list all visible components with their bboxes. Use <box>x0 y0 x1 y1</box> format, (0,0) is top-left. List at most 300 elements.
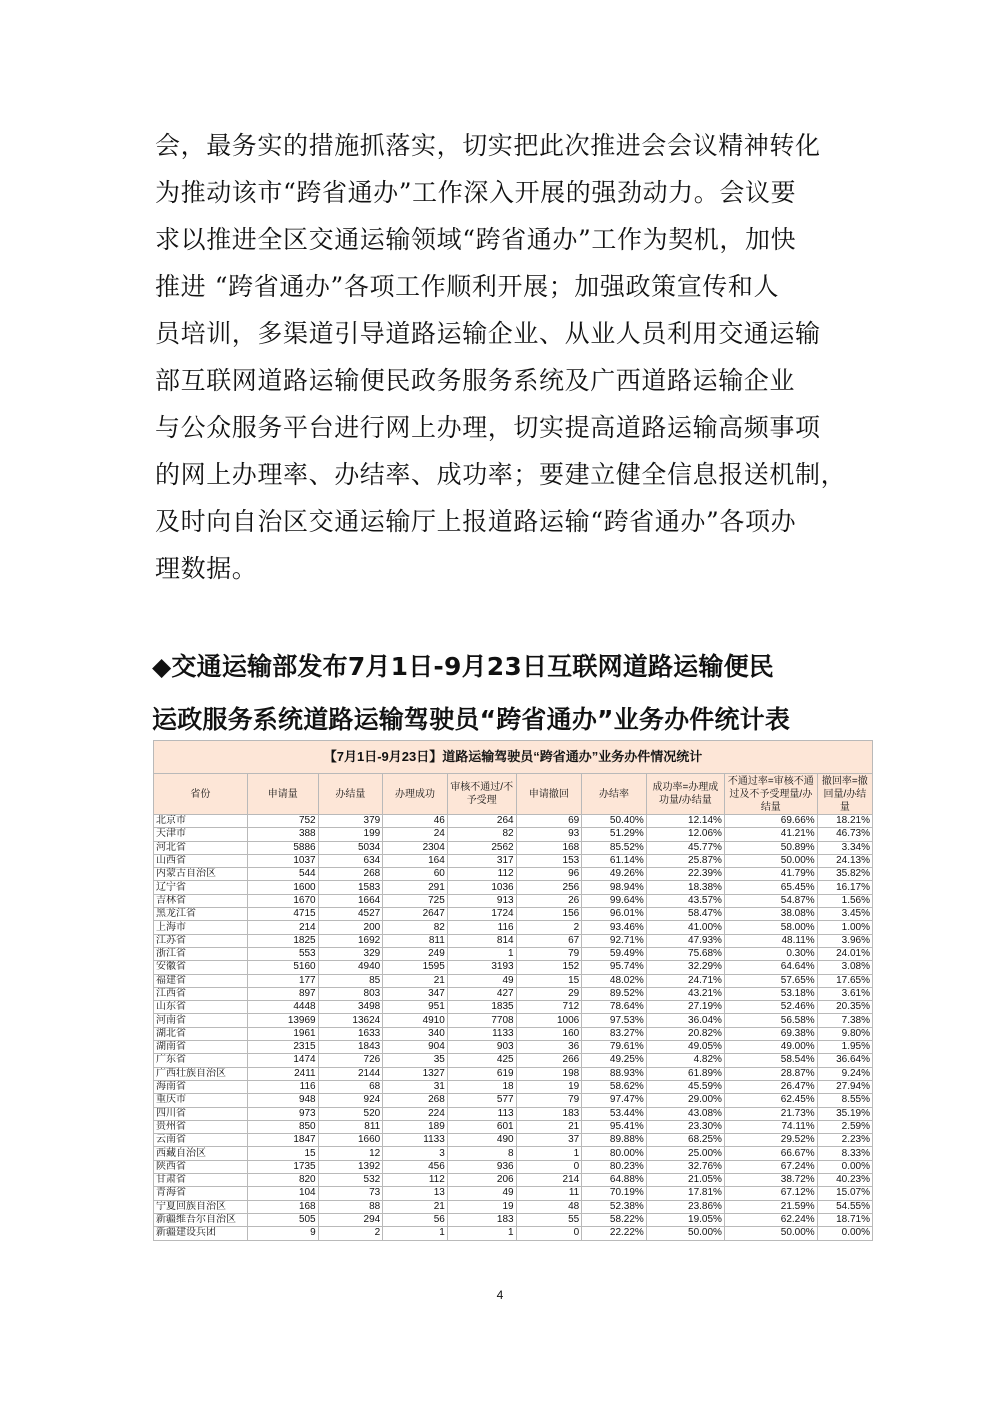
value-cell: 97.53% <box>582 1014 647 1027</box>
value-cell: 22.39% <box>646 868 724 881</box>
table-row <box>154 854 873 867</box>
value-cell: 3498 <box>318 1001 383 1014</box>
value-cell: 38.72% <box>724 1174 817 1187</box>
value-cell: 62.24% <box>724 1213 817 1226</box>
value-cell: 948 <box>247 1094 318 1107</box>
value-cell: 1583 <box>318 881 383 894</box>
value-cell: 347 <box>383 987 448 1000</box>
table-row <box>154 921 873 934</box>
province-cell: 黑龙江省 <box>154 908 248 921</box>
value-cell: 340 <box>383 1027 448 1040</box>
table-row <box>154 1067 873 1080</box>
value-cell: 3.34% <box>817 841 872 854</box>
value-cell: 112 <box>383 1174 448 1187</box>
value-cell: 726 <box>318 1054 383 1067</box>
paragraph-line: 为推动该市“跨省通办”工作深入开展的强劲动力。会议要 <box>155 178 797 207</box>
value-cell: 8.55% <box>817 1094 872 1107</box>
value-cell: 1600 <box>247 881 318 894</box>
table-row <box>154 934 873 947</box>
value-cell: 56.58% <box>724 1014 817 1027</box>
value-cell: 4910 <box>383 1014 448 1027</box>
value-cell: 850 <box>247 1120 318 1133</box>
value-cell: 50.00% <box>724 854 817 867</box>
province-cell: 陕西省 <box>154 1160 248 1173</box>
value-cell: 803 <box>318 987 383 1000</box>
value-cell: 379 <box>318 815 383 828</box>
value-cell: 29 <box>516 987 582 1000</box>
value-cell: 2144 <box>318 1067 383 1080</box>
value-cell: 249 <box>383 947 448 960</box>
table-row <box>154 947 873 960</box>
table-row <box>154 1014 873 1027</box>
value-cell: 49.05% <box>646 1041 724 1054</box>
value-cell: 61.14% <box>582 854 647 867</box>
value-cell: 903 <box>447 1041 516 1054</box>
value-cell: 164 <box>383 854 448 867</box>
table-row <box>154 1160 873 1173</box>
value-cell: 46.73% <box>817 828 872 841</box>
value-cell: 505 <box>247 1213 318 1226</box>
value-cell: 47.93% <box>646 934 724 947</box>
value-cell: 82 <box>383 921 448 934</box>
province-cell: 贵州省 <box>154 1120 248 1133</box>
column-header: 审核不通过/不予受理 <box>447 774 516 815</box>
value-cell: 50.00% <box>724 1227 817 1240</box>
table-row <box>154 828 873 841</box>
value-cell: 50.89% <box>724 841 817 854</box>
value-cell: 79 <box>516 947 582 960</box>
table-row <box>154 987 873 1000</box>
paragraph-line: 推进 “跨省通办”各项工作顺利开展；加强政策宣传和人 <box>155 272 780 301</box>
value-cell: 23.30% <box>646 1120 724 1133</box>
paragraph-line: 部互联网道路运输便民政务服务系统及广西道路运输企业 <box>155 366 796 395</box>
province-cell: 北京市 <box>154 815 248 828</box>
value-cell: 17.65% <box>817 974 872 987</box>
value-cell: 317 <box>447 854 516 867</box>
heading-line: 运政服务系统道路运输驾驶员“跨省通办”业务办件统计表 <box>152 705 791 734</box>
value-cell: 89.88% <box>582 1134 647 1147</box>
province-cell: 云南省 <box>154 1134 248 1147</box>
province-cell: 辽宁省 <box>154 881 248 894</box>
value-cell: 35 <box>383 1054 448 1067</box>
value-cell: 152 <box>516 961 582 974</box>
value-cell: 7.38% <box>817 1014 872 1027</box>
value-cell: 189 <box>383 1120 448 1133</box>
value-cell: 1327 <box>383 1067 448 1080</box>
value-cell: 532 <box>318 1174 383 1187</box>
table-row <box>154 815 873 828</box>
value-cell: 21.73% <box>724 1107 817 1120</box>
value-cell: 95.74% <box>582 961 647 974</box>
value-cell: 1 <box>447 1227 516 1240</box>
value-cell: 45.77% <box>646 841 724 854</box>
value-cell: 54.87% <box>724 894 817 907</box>
value-cell: 4940 <box>318 961 383 974</box>
value-cell: 18.71% <box>817 1213 872 1226</box>
value-cell: 200 <box>318 921 383 934</box>
province-cell: 湖北省 <box>154 1027 248 1040</box>
province-cell: 广西壮族自治区 <box>154 1067 248 1080</box>
value-cell: 820 <box>247 1174 318 1187</box>
table-title: 【7月1日-9月23日】道路运输驾驶员“跨省通办”业务办件情况统计 <box>153 740 873 773</box>
value-cell: 48.02% <box>582 974 647 987</box>
table-row <box>154 1227 873 1240</box>
value-cell: 116 <box>247 1080 318 1093</box>
value-cell: 329 <box>318 947 383 960</box>
value-cell: 38.08% <box>724 908 817 921</box>
value-cell: 66.67% <box>724 1147 817 1160</box>
table-row <box>154 1027 873 1040</box>
value-cell: 31 <box>383 1080 448 1093</box>
value-cell: 22.22% <box>582 1227 647 1240</box>
column-header: 申请撤回 <box>516 774 582 815</box>
value-cell: 2.23% <box>817 1134 872 1147</box>
value-cell: 68 <box>318 1080 383 1093</box>
value-cell: 92.71% <box>582 934 647 947</box>
province-cell: 河南省 <box>154 1014 248 1027</box>
value-cell: 61.89% <box>646 1067 724 1080</box>
table-row <box>154 1213 873 1226</box>
value-cell: 64.88% <box>582 1174 647 1187</box>
value-cell: 68.25% <box>646 1134 724 1147</box>
province-cell: 湖南省 <box>154 1041 248 1054</box>
value-cell: 79 <box>516 1094 582 1107</box>
value-cell: 99.64% <box>582 894 647 907</box>
value-cell: 36 <box>516 1041 582 1054</box>
value-cell: 13624 <box>318 1014 383 1027</box>
value-cell: 79.61% <box>582 1041 647 1054</box>
value-cell: 29.52% <box>724 1134 817 1147</box>
value-cell: 1660 <box>318 1134 383 1147</box>
value-cell: 0 <box>516 1160 582 1173</box>
value-cell: 73 <box>318 1187 383 1200</box>
value-cell: 29.00% <box>646 1094 724 1107</box>
province-cell: 吉林省 <box>154 894 248 907</box>
column-header: 省份 <box>154 774 248 815</box>
value-cell: 1825 <box>247 934 318 947</box>
value-cell: 752 <box>247 815 318 828</box>
value-cell: 936 <box>447 1160 516 1173</box>
value-cell: 98.94% <box>582 881 647 894</box>
table-row <box>154 1080 873 1093</box>
value-cell: 37 <box>516 1134 582 1147</box>
value-cell: 712 <box>516 1001 582 1014</box>
value-cell: 183 <box>516 1107 582 1120</box>
table-row <box>154 1147 873 1160</box>
value-cell: 58.22% <box>582 1213 647 1226</box>
value-cell: 1133 <box>447 1027 516 1040</box>
value-cell: 1847 <box>247 1134 318 1147</box>
value-cell: 80.00% <box>582 1147 647 1160</box>
province-cell: 新疆维吾尔自治区 <box>154 1213 248 1226</box>
column-header: 申请量 <box>247 774 318 815</box>
value-cell: 116 <box>447 921 516 934</box>
value-cell: 58.54% <box>724 1054 817 1067</box>
value-cell: 553 <box>247 947 318 960</box>
value-cell: 69.66% <box>724 815 817 828</box>
value-cell: 3.61% <box>817 987 872 1000</box>
value-cell: 2562 <box>447 841 516 854</box>
value-cell: 1595 <box>383 961 448 974</box>
statistics-table-container <box>153 740 873 1241</box>
value-cell: 198 <box>516 1067 582 1080</box>
value-cell: 160 <box>516 1027 582 1040</box>
value-cell: 3193 <box>447 961 516 974</box>
value-cell: 601 <box>447 1120 516 1133</box>
value-cell: 49 <box>447 974 516 987</box>
value-cell: 19 <box>516 1080 582 1093</box>
value-cell: 1664 <box>318 894 383 907</box>
province-cell: 上海市 <box>154 921 248 934</box>
province-cell: 西藏自治区 <box>154 1147 248 1160</box>
table-row <box>154 1134 873 1147</box>
value-cell: 256 <box>516 881 582 894</box>
value-cell: 58.47% <box>646 908 724 921</box>
value-cell: 1835 <box>447 1001 516 1014</box>
value-cell: 11 <box>516 1187 582 1200</box>
value-cell: 96 <box>516 868 582 881</box>
value-cell: 113 <box>447 1107 516 1120</box>
value-cell: 49 <box>447 1187 516 1200</box>
value-cell: 811 <box>318 1120 383 1133</box>
value-cell: 56 <box>383 1213 448 1226</box>
province-cell: 青海省 <box>154 1187 248 1200</box>
value-cell: 67.24% <box>724 1160 817 1173</box>
province-cell: 江西省 <box>154 987 248 1000</box>
value-cell: 425 <box>447 1054 516 1067</box>
value-cell: 89.52% <box>582 987 647 1000</box>
value-cell: 4448 <box>247 1001 318 1014</box>
value-cell: 1.95% <box>817 1041 872 1054</box>
page-number: 4 <box>496 1288 504 1302</box>
table-row <box>154 974 873 987</box>
value-cell: 35.19% <box>817 1107 872 1120</box>
table-row <box>154 961 873 974</box>
province-cell: 江苏省 <box>154 934 248 947</box>
province-cell: 内蒙古自治区 <box>154 868 248 881</box>
value-cell: 82 <box>447 828 516 841</box>
value-cell: 156 <box>516 908 582 921</box>
value-cell: 19 <box>447 1200 516 1213</box>
value-cell: 214 <box>516 1174 582 1187</box>
value-cell: 3.08% <box>817 961 872 974</box>
value-cell: 20.35% <box>817 1001 872 1014</box>
value-cell: 9.80% <box>817 1027 872 1040</box>
value-cell: 168 <box>247 1200 318 1213</box>
value-cell: 28.87% <box>724 1067 817 1080</box>
value-cell: 924 <box>318 1094 383 1107</box>
value-cell: 41.21% <box>724 828 817 841</box>
value-cell: 1633 <box>318 1027 383 1040</box>
value-cell: 2 <box>516 921 582 934</box>
table-row <box>154 841 873 854</box>
value-cell: 27.19% <box>646 1001 724 1014</box>
value-cell: 40.23% <box>817 1174 872 1187</box>
value-cell: 49.26% <box>582 868 647 881</box>
value-cell: 65.45% <box>724 881 817 894</box>
value-cell: 266 <box>516 1054 582 1067</box>
value-cell: 0 <box>516 1227 582 1240</box>
value-cell: 69.38% <box>724 1027 817 1040</box>
value-cell: 80.23% <box>582 1160 647 1173</box>
value-cell: 291 <box>383 881 448 894</box>
paragraph-line: 会，最务实的措施抓落实，切实把此次推进会会议精神转化 <box>155 131 821 160</box>
province-cell: 浙江省 <box>154 947 248 960</box>
value-cell: 2315 <box>247 1041 318 1054</box>
table-row <box>154 1120 873 1133</box>
province-cell: 山西省 <box>154 854 248 867</box>
value-cell: 199 <box>318 828 383 841</box>
value-cell: 18.38% <box>646 881 724 894</box>
value-cell: 725 <box>383 894 448 907</box>
value-cell: 96.01% <box>582 908 647 921</box>
value-cell: 23.86% <box>646 1200 724 1213</box>
value-cell: 88.93% <box>582 1067 647 1080</box>
value-cell: 1735 <box>247 1160 318 1173</box>
value-cell: 1474 <box>247 1054 318 1067</box>
value-cell: 95.41% <box>582 1120 647 1133</box>
value-cell: 54.55% <box>817 1200 872 1213</box>
value-cell: 388 <box>247 828 318 841</box>
value-cell: 12 <box>318 1147 383 1160</box>
value-cell: 60 <box>383 868 448 881</box>
value-cell: 13 <box>383 1187 448 1200</box>
paragraph-line: 的网上办理率、办结率、成功率；要建立健全信息报送机制， <box>155 460 847 489</box>
value-cell: 21.59% <box>724 1200 817 1213</box>
value-cell: 12.06% <box>646 828 724 841</box>
province-cell: 河北省 <box>154 841 248 854</box>
value-cell: 36.04% <box>646 1014 724 1027</box>
statistics-table <box>153 773 873 1241</box>
value-cell: 5886 <box>247 841 318 854</box>
value-cell: 52.46% <box>724 1001 817 1014</box>
value-cell: 17.81% <box>646 1187 724 1200</box>
value-cell: 41.79% <box>724 868 817 881</box>
value-cell: 25.87% <box>646 854 724 867</box>
value-cell: 951 <box>383 1001 448 1014</box>
value-cell: 1 <box>447 947 516 960</box>
value-cell: 64.64% <box>724 961 817 974</box>
value-cell: 48.11% <box>724 934 817 947</box>
table-row <box>154 1200 873 1213</box>
value-cell: 2.59% <box>817 1120 872 1133</box>
value-cell: 85.52% <box>582 841 647 854</box>
value-cell: 634 <box>318 854 383 867</box>
value-cell: 20.82% <box>646 1027 724 1040</box>
value-cell: 27.94% <box>817 1080 872 1093</box>
value-cell: 97.47% <box>582 1094 647 1107</box>
value-cell: 12.14% <box>646 815 724 828</box>
value-cell: 67.12% <box>724 1187 817 1200</box>
value-cell: 24.71% <box>646 974 724 987</box>
value-cell: 904 <box>383 1041 448 1054</box>
value-cell: 1.00% <box>817 921 872 934</box>
value-cell: 75.68% <box>646 947 724 960</box>
value-cell: 3 <box>383 1147 448 1160</box>
value-cell: 74.11% <box>724 1120 817 1133</box>
table-row <box>154 1174 873 1187</box>
column-header: 不通过率=审核不通过及不予受理量/办结量 <box>724 774 817 815</box>
value-cell: 7708 <box>447 1014 516 1027</box>
value-cell: 55 <box>516 1213 582 1226</box>
value-cell: 70.19% <box>582 1187 647 1200</box>
value-cell: 1692 <box>318 934 383 947</box>
table-row <box>154 1054 873 1067</box>
body-paragraph <box>155 122 855 592</box>
value-cell: 153 <box>516 854 582 867</box>
value-cell: 168 <box>516 841 582 854</box>
table-row <box>154 881 873 894</box>
value-cell: 112 <box>447 868 516 881</box>
value-cell: 51.29% <box>582 828 647 841</box>
value-cell: 85 <box>318 974 383 987</box>
value-cell: 8 <box>447 1147 516 1160</box>
value-cell: 1133 <box>383 1134 448 1147</box>
value-cell: 619 <box>447 1067 516 1080</box>
value-cell: 24.13% <box>817 854 872 867</box>
paragraph-line: 与公众服务平台进行网上办理，切实提高道路运输高频事项 <box>155 413 821 442</box>
value-cell: 456 <box>383 1160 448 1173</box>
value-cell: 69 <box>516 815 582 828</box>
value-cell: 183 <box>447 1213 516 1226</box>
paragraph-line: 员培训，多渠道引导道路运输企业、从业人员利用交通运输 <box>155 319 821 348</box>
province-cell: 天津市 <box>154 828 248 841</box>
value-cell: 67 <box>516 934 582 947</box>
value-cell: 1843 <box>318 1041 383 1054</box>
value-cell: 3.45% <box>817 908 872 921</box>
value-cell: 913 <box>447 894 516 907</box>
province-cell: 福建省 <box>154 974 248 987</box>
value-cell: 43.57% <box>646 894 724 907</box>
value-cell: 25.00% <box>646 1147 724 1160</box>
value-cell: 5034 <box>318 841 383 854</box>
value-cell: 1392 <box>318 1160 383 1173</box>
value-cell: 224 <box>383 1107 448 1120</box>
value-cell: 21.05% <box>646 1174 724 1187</box>
value-cell: 43.08% <box>646 1107 724 1120</box>
value-cell: 3.96% <box>817 934 872 947</box>
value-cell: 48 <box>516 1200 582 1213</box>
value-cell: 16.17% <box>817 881 872 894</box>
column-header: 办结量 <box>318 774 383 815</box>
value-cell: 21 <box>383 1200 448 1213</box>
paragraph-line: 求以推进全区交通运输领域“跨省通办”工作为契机，加快 <box>155 225 797 254</box>
table-header-row <box>154 774 873 815</box>
table-row <box>154 868 873 881</box>
value-cell: 32.29% <box>646 961 724 974</box>
value-cell: 973 <box>247 1107 318 1120</box>
value-cell: 32.76% <box>646 1160 724 1173</box>
value-cell: 1961 <box>247 1027 318 1040</box>
province-cell: 山东省 <box>154 1001 248 1014</box>
value-cell: 53.18% <box>724 987 817 1000</box>
value-cell: 427 <box>447 987 516 1000</box>
value-cell: 206 <box>447 1174 516 1187</box>
value-cell: 1670 <box>247 894 318 907</box>
value-cell: 520 <box>318 1107 383 1120</box>
value-cell: 49.00% <box>724 1041 817 1054</box>
value-cell: 490 <box>447 1134 516 1147</box>
value-cell: 46 <box>383 815 448 828</box>
value-cell: 5160 <box>247 961 318 974</box>
value-cell: 4715 <box>247 908 318 921</box>
value-cell: 57.65% <box>724 974 817 987</box>
value-cell: 264 <box>447 815 516 828</box>
value-cell: 294 <box>318 1213 383 1226</box>
value-cell: 0.00% <box>817 1227 872 1240</box>
value-cell: 2 <box>318 1227 383 1240</box>
value-cell: 2411 <box>247 1067 318 1080</box>
